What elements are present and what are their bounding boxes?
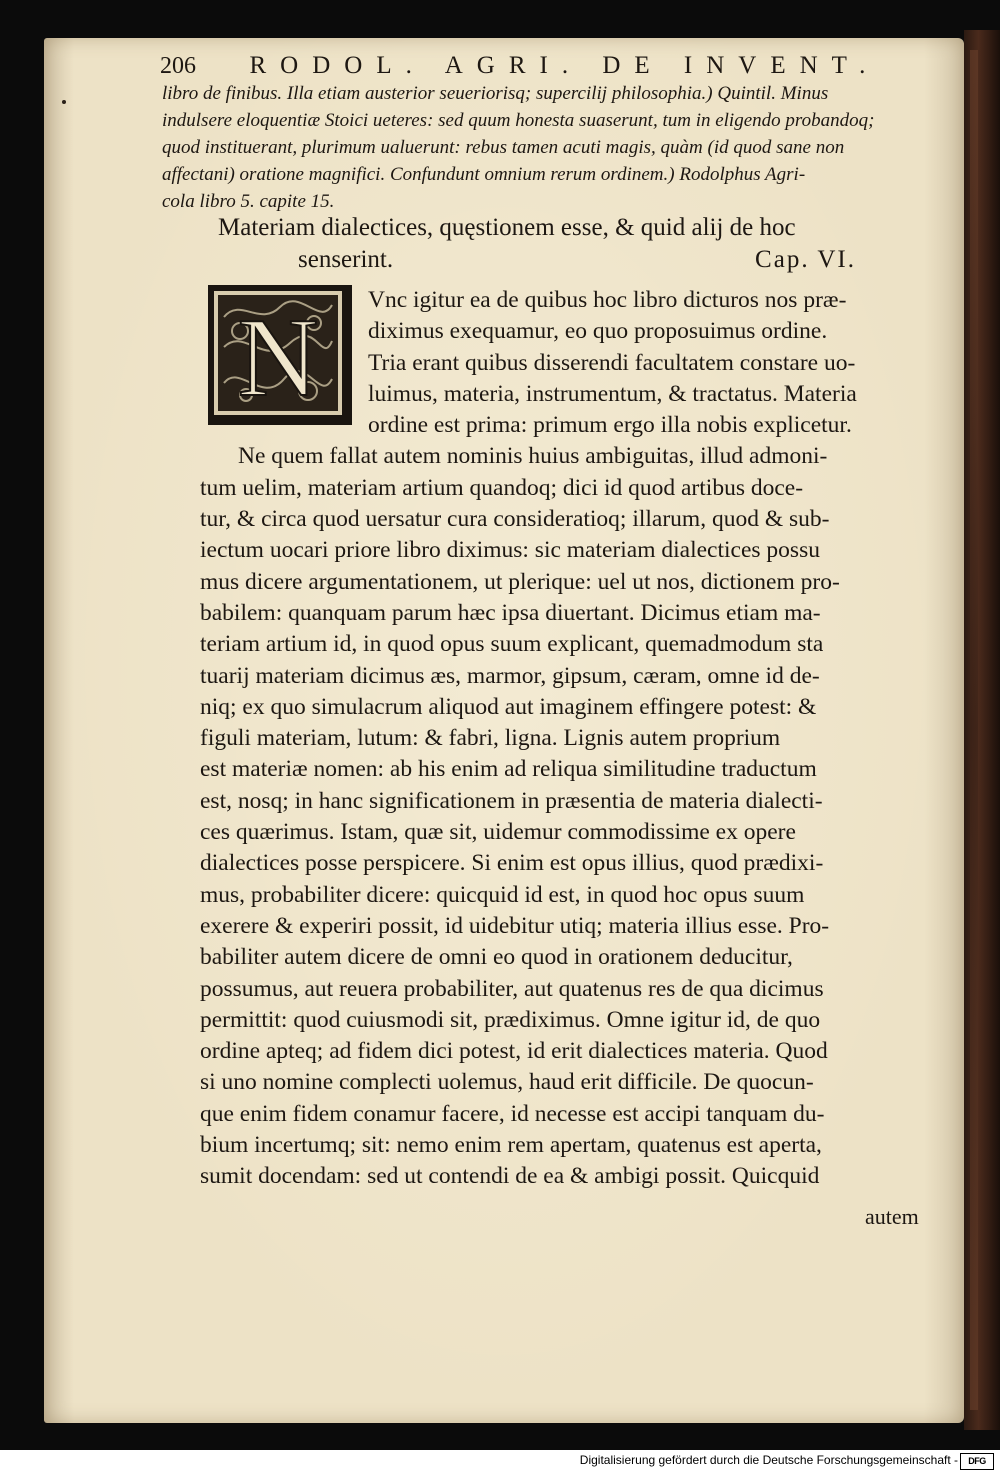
funding-credit: Digitalisierung gefördert durch die Deutsche Forschungsgemeinschaft -: [579, 1453, 958, 1467]
text-line: teriam artium id, in quod opus suum explicant, quemadmodum sta: [200, 631, 824, 658]
note-line: libro de finibus. Illa etiam austerior seueriorisq; supercilij philosophia.) Quintil. Minus: [162, 83, 829, 104]
text-line: babilem: quanquam parum hæc ipsa diuertant. Dicimus etiam ma-: [200, 599, 821, 626]
commentary-notes: [162, 80, 922, 215]
text-line: Ne quem fallat autem nominis huius ambiguitas, illud admoni-: [238, 443, 828, 470]
running-title: RODOL. AGRI. DE INVENT.: [249, 52, 880, 79]
text-line: si uno nomine complecti uolemus, haud erit difficile. De quocun-: [200, 1069, 814, 1096]
text-line: Vnc igitur ea de quibus hoc libro dicturos nos præ-: [368, 287, 847, 313]
text-line: diximus exequamur, eo quo proposuimus ordine.: [368, 318, 828, 345]
catchword: autem: [865, 1204, 919, 1229]
text-line: est materiæ nomen: ab his enim ad reliqua similitudine traductum: [200, 756, 817, 783]
text-line: luimus, materia, instrumentum, & tractatus. Materia: [368, 380, 857, 407]
page-number: 206: [160, 53, 196, 79]
text-line: Tria erant quibus disserendi facultatem constare uo-: [368, 349, 856, 376]
heading-line: Materiam dialectices, quęstionem esse, & quid alij de hoc: [218, 214, 796, 241]
chapter-number: Cap. VI.: [755, 246, 856, 273]
text-line: ces quærimus. Istam, quæ sit, uidemur commodissime ex opere: [200, 819, 796, 846]
initial-letter: N: [237, 296, 319, 419]
text-line: que enim fidem conamur facere, id necesse est accipi tanquam du-: [200, 1100, 825, 1127]
note-line: affectani) oratione magnifici. Confundunt omnium rerum ordinem.) Rodolphus Agri-: [162, 164, 806, 185]
text-line: dialectices posse perspicere. Si enim est opus illius, quod prædixi-: [200, 850, 824, 877]
body-text: [200, 285, 925, 1193]
text-line: iectum uocari priore libro diximus: sic materiam dialectices possu: [200, 537, 820, 564]
note-line: cola libro 5. capite 15.: [162, 191, 335, 212]
book-spine: [964, 30, 1000, 1430]
chapter-heading: [218, 212, 898, 276]
note-line: indulsere eloquentiæ Stoici ueteres: sed quum honesta suaserunt, tum in eligendo probandoq;: [162, 110, 875, 131]
running-head: [160, 50, 880, 81]
heading-line: senserint.: [298, 246, 394, 273]
text-line: bium incertumq; sit: nemo enim rem apertam, quatenus est aperta,: [200, 1132, 822, 1159]
text-line: mus dicere argumentationem, ut plerique: uel ut nos, dictionem pro-: [200, 568, 840, 595]
text-line: permittit: quod cuiusmodi sit, prædiximus. Omne igitur id, de quo: [200, 1006, 821, 1033]
footer-bar: [0, 1450, 1000, 1472]
text-line: exerere & experiri possit, id uidebitur utiq; materia illius esse. Pro-: [200, 912, 830, 939]
ink-speck: [62, 100, 66, 104]
text-line: ordine apteq; ad fidem dici potest, id erit dialectices materia. Quod: [200, 1038, 828, 1065]
text-line: mus, probabiliter dicere: quicquid id est, in quod hoc opus suum: [200, 881, 805, 908]
text-line: babiliter autem dicere de omni eo quod in orationem deducitur,: [200, 944, 793, 971]
note-line: quod instituerant, plurimum ualuerunt: rebus tamen acuti magis, quàm (id quod sane non: [162, 137, 845, 158]
text-line: tum uelim, materiam artium quandoq; dici id quod artibus doce-: [200, 474, 804, 501]
text-line: tur, & circa quod uersatur cura consideratioq; illarum, quod & sub-: [200, 506, 830, 533]
text-line: figuli materiam, lutum: & fabri, ligna. Lignis autem proprium: [200, 725, 781, 752]
text-line: possumus, aut reuera probabiliter, aut quatenus res de qua dicimus: [200, 975, 824, 1002]
text-line: tuarij materiam dicimus æs, marmor, gipsum, cæram, omne id de-: [200, 662, 820, 689]
text-line: sumit docendam: sed ut contendi de ea & ambigi possit. Quicquid: [200, 1163, 820, 1190]
text-line: ordine est prima: primum ergo illa nobis explicetur.: [368, 412, 852, 439]
text-line: est, nosq; in hanc significationem in præsentia de materia dialecti-: [200, 787, 823, 814]
text-line: niq; ex quo simulacrum aliquod aut imaginem effingere potest: &: [200, 693, 817, 720]
dfg-logo: DFG: [960, 1453, 994, 1470]
